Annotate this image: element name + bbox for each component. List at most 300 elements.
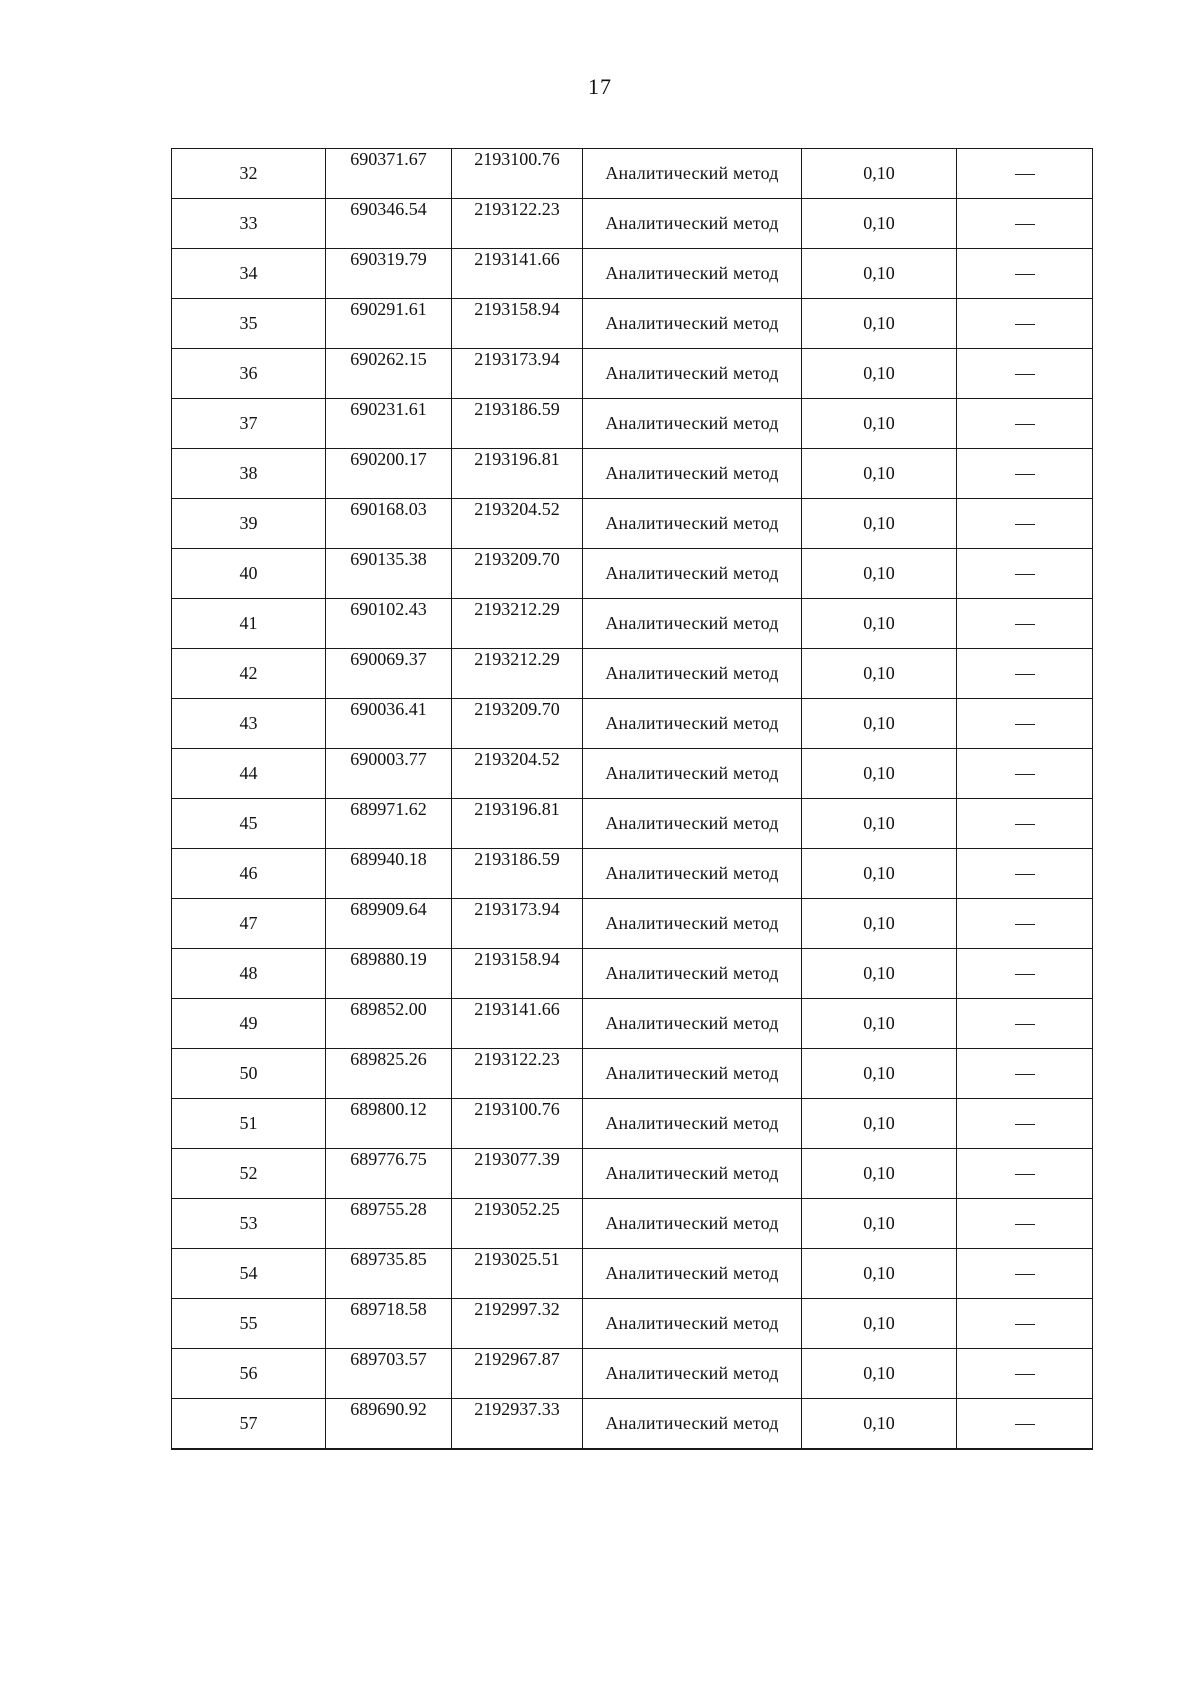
coordinate-y-cell (452, 799, 583, 849)
accuracy-cell (802, 1349, 957, 1399)
point-number-cell (172, 1199, 326, 1249)
note-cell (957, 849, 1093, 899)
note-text (1015, 1374, 1035, 1375)
method-cell (583, 799, 802, 849)
note-cell (957, 399, 1093, 449)
note-cell (957, 1399, 1093, 1449)
note-cell (957, 149, 1093, 199)
method-cell (583, 1299, 802, 1349)
method-cell (583, 1049, 802, 1099)
accuracy-text: 0,10 (863, 213, 895, 233)
point-number-text: 52 (239, 1163, 258, 1183)
coordinate-y-cell (452, 699, 583, 749)
point-number-text: 53 (239, 1213, 258, 1233)
accuracy-cell (802, 299, 957, 349)
coordinate-x-text: 690319.79 (350, 249, 427, 269)
table-row (172, 999, 1093, 1049)
coordinate-x-cell (326, 199, 452, 249)
method-text: Аналитический метод (605, 713, 779, 733)
method-text: Аналитический метод (605, 663, 779, 683)
note-text (1015, 874, 1035, 875)
accuracy-cell (802, 849, 957, 899)
table-row (172, 1299, 1093, 1349)
coordinate-y-text: 2193100.76 (474, 149, 560, 169)
accuracy-cell (802, 199, 957, 249)
method-cell (583, 899, 802, 949)
coordinate-x-cell (326, 549, 452, 599)
point-number-cell (172, 799, 326, 849)
point-number-text: 49 (239, 1013, 258, 1033)
method-cell (583, 649, 802, 699)
point-number-cell (172, 1299, 326, 1349)
coordinate-y-cell (452, 549, 583, 599)
coordinate-y-text: 2192967.87 (474, 1349, 560, 1369)
note-cell (957, 949, 1093, 999)
coordinate-x-text: 689718.58 (350, 1299, 427, 1319)
table-row (172, 749, 1093, 799)
coordinate-y-text: 2193209.70 (474, 699, 560, 719)
coordinate-x-text: 690036.41 (350, 699, 427, 719)
point-number-cell (172, 999, 326, 1049)
coordinate-x-text: 689776.75 (350, 1149, 427, 1169)
coordinate-y-cell (452, 1199, 583, 1249)
note-cell (957, 599, 1093, 649)
table-row (172, 1249, 1093, 1299)
accuracy-text: 0,10 (863, 1013, 895, 1033)
method-text: Аналитический метод (605, 1163, 779, 1183)
accuracy-cell (802, 699, 957, 749)
point-number-text: 40 (239, 563, 258, 583)
accuracy-cell (802, 1099, 957, 1149)
note-cell (957, 899, 1093, 949)
coordinate-x-text: 690003.77 (350, 749, 427, 769)
coordinate-x-cell (326, 499, 452, 549)
method-text: Аналитический метод (605, 563, 779, 583)
point-number-cell (172, 349, 326, 399)
method-cell (583, 449, 802, 499)
coordinate-x-text: 690135.38 (350, 549, 427, 569)
method-text: Аналитический метод (605, 763, 779, 783)
accuracy-text: 0,10 (863, 363, 895, 383)
accuracy-cell (802, 249, 957, 299)
point-number-cell (172, 749, 326, 799)
note-text (1015, 724, 1035, 725)
method-text: Аналитический метод (605, 1013, 779, 1033)
method-cell (583, 1149, 802, 1199)
coordinate-y-text: 2193209.70 (474, 549, 560, 569)
coordinate-x-cell (326, 349, 452, 399)
coordinate-y-text: 2193141.66 (474, 999, 560, 1019)
note-text (1015, 374, 1035, 375)
accuracy-text: 0,10 (863, 813, 895, 833)
coordinate-x-cell (326, 249, 452, 299)
table-row (172, 1149, 1093, 1199)
method-cell (583, 299, 802, 349)
note-text (1015, 524, 1035, 525)
point-number-text: 38 (239, 463, 258, 483)
accuracy-text: 0,10 (863, 313, 895, 333)
note-cell (957, 699, 1093, 749)
coordinate-x-text: 690231.61 (350, 399, 427, 419)
accuracy-cell (802, 1399, 957, 1449)
method-text: Аналитический метод (605, 163, 779, 183)
method-cell (583, 1099, 802, 1149)
coordinate-x-text: 689703.57 (350, 1349, 427, 1369)
coordinate-y-text: 2193196.81 (474, 799, 560, 819)
point-number-cell (172, 499, 326, 549)
note-cell (957, 549, 1093, 599)
table-row (172, 199, 1093, 249)
note-cell (957, 499, 1093, 549)
coordinate-x-text: 690200.17 (350, 449, 427, 469)
coordinate-y-text: 2193186.59 (474, 849, 560, 869)
table-row (172, 349, 1093, 399)
coordinate-y-text: 2193204.52 (474, 499, 560, 519)
coordinate-x-cell (326, 749, 452, 799)
table-row (172, 799, 1093, 849)
accuracy-text: 0,10 (863, 163, 895, 183)
point-number-cell (172, 649, 326, 699)
coordinate-x-text: 689940.18 (350, 849, 427, 869)
method-text: Аналитический метод (605, 813, 779, 833)
note-cell (957, 1349, 1093, 1399)
coordinate-y-cell (452, 749, 583, 799)
accuracy-text: 0,10 (863, 1213, 895, 1233)
method-cell (583, 199, 802, 249)
accuracy-text: 0,10 (863, 1263, 895, 1283)
accuracy-text: 0,10 (863, 1313, 895, 1333)
method-cell (583, 849, 802, 899)
coordinate-y-text: 2193122.23 (474, 1049, 560, 1069)
point-number-text: 46 (239, 863, 258, 883)
point-number-text: 45 (239, 813, 258, 833)
point-number-cell (172, 449, 326, 499)
table-row (172, 149, 1093, 199)
point-number-cell (172, 399, 326, 449)
accuracy-cell (802, 399, 957, 449)
coordinate-x-cell (326, 1399, 452, 1449)
accuracy-text: 0,10 (863, 263, 895, 283)
coordinate-y-cell (452, 849, 583, 899)
coordinate-x-cell (326, 599, 452, 649)
coordinate-y-cell (452, 599, 583, 649)
method-cell (583, 549, 802, 599)
coordinate-y-cell (452, 449, 583, 499)
note-cell (957, 1099, 1093, 1149)
accuracy-cell (802, 149, 957, 199)
point-number-text: 41 (239, 613, 258, 633)
coordinate-y-cell (452, 349, 583, 399)
coordinates-table (171, 148, 1093, 1450)
method-text: Аналитический метод (605, 1313, 779, 1333)
method-text: Аналитический метод (605, 1412, 779, 1433)
accuracy-text: 0,10 (863, 763, 895, 783)
page-number: 17 (588, 74, 612, 99)
coordinate-x-text: 690291.61 (350, 299, 427, 319)
point-number-text: 35 (239, 313, 258, 333)
point-number-cell (172, 1399, 326, 1449)
coordinate-x-text: 690346.54 (350, 199, 427, 219)
note-text (1015, 674, 1035, 675)
coordinate-x-cell (326, 449, 452, 499)
table-row (172, 849, 1093, 899)
point-number-cell (172, 149, 326, 199)
point-number-cell (172, 249, 326, 299)
coordinate-y-text: 2193196.81 (474, 449, 560, 469)
note-text (1015, 1324, 1035, 1325)
point-number-cell (172, 1249, 326, 1299)
coordinate-y-text: 2192997.32 (474, 1299, 560, 1319)
coordinate-x-text: 689971.62 (350, 799, 427, 819)
point-number-text: 56 (239, 1363, 258, 1383)
method-cell (583, 999, 802, 1049)
accuracy-text: 0,10 (863, 863, 895, 883)
accuracy-text: 0,10 (863, 1412, 895, 1433)
method-cell (583, 1249, 802, 1299)
table-row (172, 549, 1093, 599)
note-cell (957, 199, 1093, 249)
note-text (1015, 174, 1035, 175)
accuracy-cell (802, 349, 957, 399)
method-cell (583, 349, 802, 399)
note-text (1015, 974, 1035, 975)
accuracy-cell (802, 999, 957, 1049)
coordinate-x-cell (326, 299, 452, 349)
coordinate-y-text: 2193141.66 (474, 249, 560, 269)
coordinate-x-cell (326, 1199, 452, 1249)
note-cell (957, 999, 1093, 1049)
coordinate-x-text: 689880.19 (350, 949, 427, 969)
coordinates-table-body (172, 149, 1093, 1449)
coordinate-y-text: 2193186.59 (474, 399, 560, 419)
coordinate-x-cell (326, 1049, 452, 1099)
accuracy-text: 0,10 (863, 913, 895, 933)
point-number-text: 48 (239, 963, 258, 983)
coordinate-x-text: 690262.15 (350, 349, 427, 369)
note-text (1015, 824, 1035, 825)
method-text: Аналитический метод (605, 613, 779, 633)
coordinate-x-cell (326, 1249, 452, 1299)
accuracy-text: 0,10 (863, 663, 895, 683)
accuracy-cell (802, 1049, 957, 1099)
point-number-text: 33 (239, 213, 258, 233)
table-row (172, 699, 1093, 749)
coordinate-x-cell (326, 1099, 452, 1149)
coordinate-x-text: 690069.37 (350, 649, 427, 669)
point-number-cell (172, 1099, 326, 1149)
method-text: Аналитический метод (605, 913, 779, 933)
coordinate-x-text: 690102.43 (350, 599, 427, 619)
table-row (172, 1349, 1093, 1399)
coordinate-x-text: 689755.28 (350, 1199, 427, 1219)
accuracy-cell (802, 649, 957, 699)
point-number-text: 43 (239, 713, 258, 733)
coordinate-y-text: 2193173.94 (474, 349, 560, 369)
accuracy-cell (802, 1149, 957, 1199)
accuracy-cell (802, 899, 957, 949)
accuracy-cell (802, 949, 957, 999)
accuracy-cell (802, 499, 957, 549)
point-number-cell (172, 699, 326, 749)
coordinate-x-cell (326, 149, 452, 199)
coordinate-y-cell (452, 1249, 583, 1299)
note-cell (957, 1199, 1093, 1249)
coordinate-x-cell (326, 899, 452, 949)
method-cell (583, 599, 802, 649)
coordinate-y-cell (452, 899, 583, 949)
table-row (172, 949, 1093, 999)
coordinate-y-text: 2193212.29 (474, 599, 560, 619)
method-text: Аналитический метод (605, 363, 779, 383)
accuracy-text: 0,10 (863, 963, 895, 983)
table-row (172, 449, 1093, 499)
method-text: Аналитический метод (605, 863, 779, 883)
point-number-cell (172, 849, 326, 899)
method-cell (583, 949, 802, 999)
accuracy-cell (802, 749, 957, 799)
method-text: Аналитический метод (605, 1363, 779, 1383)
coordinate-y-cell (452, 1349, 583, 1399)
coordinate-y-text: 2193212.29 (474, 649, 560, 669)
note-text (1015, 1024, 1035, 1025)
accuracy-text: 0,10 (863, 1163, 895, 1183)
accuracy-cell (802, 599, 957, 649)
coordinate-y-cell (452, 499, 583, 549)
method-text: Аналитический метод (605, 1213, 779, 1233)
accuracy-cell (802, 799, 957, 849)
point-number-text: 51 (239, 1113, 258, 1133)
coordinate-x-text: 689800.12 (350, 1099, 427, 1119)
method-cell (583, 1349, 802, 1399)
point-number-cell (172, 199, 326, 249)
point-number-cell (172, 949, 326, 999)
note-cell (957, 1149, 1093, 1199)
accuracy-text: 0,10 (863, 413, 895, 433)
note-cell (957, 349, 1093, 399)
accuracy-text: 0,10 (863, 513, 895, 533)
accuracy-text: 0,10 (863, 1063, 895, 1083)
point-number-text: 42 (239, 663, 258, 683)
method-cell (583, 1199, 802, 1249)
point-number-text: 47 (239, 913, 258, 933)
accuracy-cell (802, 549, 957, 599)
coordinate-y-text: 2193158.94 (474, 949, 560, 969)
method-cell (583, 699, 802, 749)
note-cell (957, 799, 1093, 849)
note-cell (957, 749, 1093, 799)
coordinate-x-cell (326, 849, 452, 899)
note-cell (957, 249, 1093, 299)
accuracy-text: 0,10 (863, 563, 895, 583)
table-row (172, 1049, 1093, 1099)
table-row (172, 649, 1093, 699)
coordinate-y-cell (452, 1149, 583, 1199)
point-number-cell (172, 1049, 326, 1099)
table-row (172, 299, 1093, 349)
point-number-text: 34 (239, 263, 258, 283)
point-number-text: 57 (239, 1412, 258, 1433)
accuracy-cell (802, 1249, 957, 1299)
table-row (172, 499, 1093, 549)
note-text (1015, 274, 1035, 275)
method-text: Аналитический метод (605, 513, 779, 533)
coordinate-x-cell (326, 799, 452, 849)
coordinate-x-cell (326, 699, 452, 749)
accuracy-text: 0,10 (863, 1363, 895, 1383)
point-number-cell (172, 899, 326, 949)
method-cell (583, 499, 802, 549)
coordinate-x-cell (326, 949, 452, 999)
note-text (1015, 1424, 1035, 1425)
coordinate-y-cell (452, 249, 583, 299)
method-text: Аналитический метод (605, 263, 779, 283)
coordinate-y-cell (452, 949, 583, 999)
coordinate-x-cell (326, 399, 452, 449)
coordinate-y-text: 2192937.33 (474, 1399, 560, 1419)
coordinate-y-cell (452, 1399, 583, 1449)
note-text (1015, 1224, 1035, 1225)
method-cell (583, 249, 802, 299)
note-text (1015, 224, 1035, 225)
table-row (172, 1099, 1093, 1149)
coordinate-y-text: 2193158.94 (474, 299, 560, 319)
coordinate-y-text: 2193100.76 (474, 1099, 560, 1119)
note-text (1015, 1274, 1035, 1275)
table-row (172, 1399, 1093, 1449)
coordinate-y-cell (452, 1049, 583, 1099)
coordinate-x-text: 689825.26 (350, 1049, 427, 1069)
coordinate-x-text: 689909.64 (350, 899, 427, 919)
method-text: Аналитический метод (605, 463, 779, 483)
note-cell (957, 1299, 1093, 1349)
coordinate-x-text: 690371.67 (350, 149, 427, 169)
point-number-cell (172, 1149, 326, 1199)
point-number-text: 50 (239, 1063, 258, 1083)
point-number-text: 55 (239, 1313, 258, 1333)
method-cell (583, 149, 802, 199)
point-number-text: 37 (239, 413, 258, 433)
coordinate-x-cell (326, 1149, 452, 1199)
note-text (1015, 574, 1035, 575)
point-number-cell (172, 1349, 326, 1399)
coordinate-x-cell (326, 1299, 452, 1349)
method-text: Аналитический метод (605, 413, 779, 433)
table-row (172, 599, 1093, 649)
method-text: Аналитический метод (605, 963, 779, 983)
coordinate-x-text: 690168.03 (350, 499, 427, 519)
point-number-text: 39 (239, 513, 258, 533)
note-text (1015, 474, 1035, 475)
accuracy-text: 0,10 (863, 613, 895, 633)
coordinate-x-text: 689690.92 (350, 1399, 427, 1419)
coordinate-y-cell (452, 1299, 583, 1349)
table-row (172, 899, 1093, 949)
accuracy-text: 0,10 (863, 463, 895, 483)
coordinate-x-text: 689735.85 (350, 1249, 427, 1269)
note-cell (957, 449, 1093, 499)
coordinate-y-cell (452, 649, 583, 699)
coordinate-y-text: 2193052.25 (474, 1199, 560, 1219)
point-number-text: 36 (239, 363, 258, 383)
accuracy-text: 0,10 (863, 1113, 895, 1133)
note-cell (957, 649, 1093, 699)
coordinate-x-cell (326, 999, 452, 1049)
point-number-text: 44 (239, 763, 258, 783)
coordinate-y-cell (452, 399, 583, 449)
method-cell (583, 1399, 802, 1449)
note-text (1015, 774, 1035, 775)
note-cell (957, 1049, 1093, 1099)
